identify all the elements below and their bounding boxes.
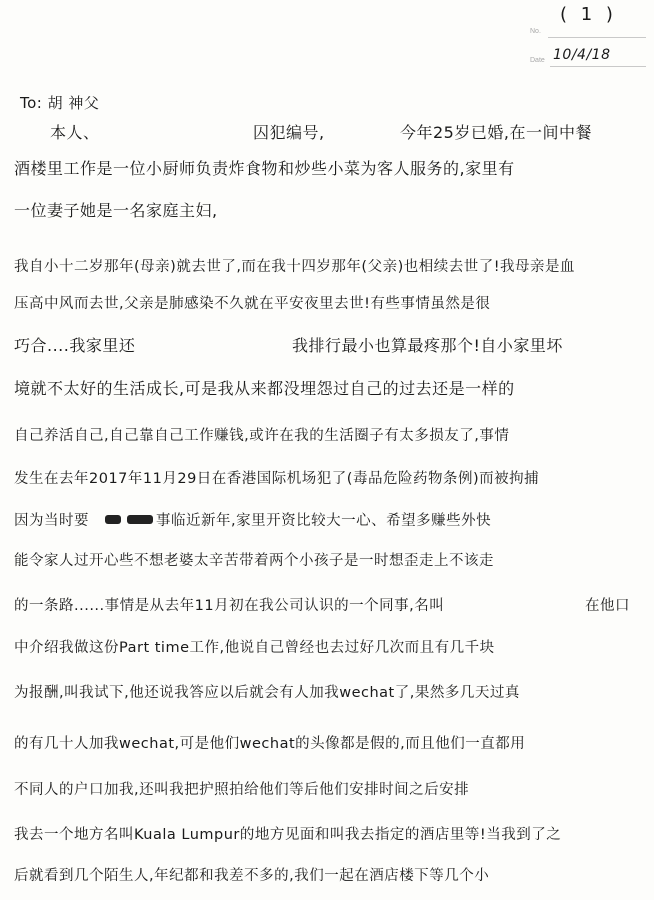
letter-date: 10/4/18 (553, 47, 611, 63)
line-segment: 不同人的户口加我,还叫我把护照拍给他们等后他们安排时间之后安排 (14, 782, 470, 798)
line-segment: 今年25岁已婚,在一间中餐 (400, 123, 592, 142)
no-label: No. (530, 28, 541, 35)
line-segment: 为报酬,叫我试下,他还说我答应以后就会有人加我wechat了,果然多几天过真 (14, 685, 520, 701)
line-segment: 巧合....我家里还 (14, 336, 136, 355)
date-rule (550, 66, 646, 67)
letter-line (0, 681, 654, 711)
letter-line (0, 292, 654, 322)
crossed-out-mark (105, 515, 121, 524)
letter-line (0, 636, 654, 666)
date-label: Date (530, 57, 545, 64)
letter-line (0, 778, 654, 808)
letter-line (0, 424, 654, 454)
letter-line (0, 255, 654, 285)
line-segment: 一位妻子她是一名家庭主妇, (14, 201, 218, 220)
salutation: To: 胡 神父 (20, 94, 100, 112)
line-segment: 自己养活自己,自己靠自己工作赚钱,或许在我的生活圈子有太多损友了,事情 (14, 428, 510, 444)
line-segment: 在他口 (585, 598, 630, 614)
letter-line (0, 823, 654, 853)
line-segment: 我自小十二岁那年(母亲)就去世了,而在我十四岁那年(父亲)也相续去世了!我母亲是血 (14, 259, 576, 275)
letter-line (0, 156, 654, 186)
line-segment: 的一条路......事情是从去年11月初在我公司认识的一个同事,名叫 (14, 598, 445, 614)
line-segment: 境就不太好的生活成长,可是我从来都没埋怨过自己的过去还是一样的 (14, 379, 515, 398)
line-segment: 的有几十人加我wechat,可是他们wechat的头像都是假的,而且他们一直都用 (14, 736, 526, 752)
line-segment: 酒楼里工作是一位小厨师负责炸食物和炒些小菜为客人服务的,家里有 (14, 159, 515, 178)
letter-line (0, 198, 654, 228)
no-rule (548, 37, 646, 38)
letter-line (0, 467, 654, 497)
line-segment: 因为当时要 (14, 513, 89, 529)
line-segment: 能令家人过开心些不想老婆太辛苦带着两个小孩子是一时想歪走上不该走 (14, 553, 494, 569)
line-segment: 囚犯编号, (253, 123, 325, 142)
letter-line (0, 864, 654, 894)
line-segment: 我去一个地方名叫Kuala Lumpur的地方见面和叫我去指定的酒店里等!当我到了之 (14, 827, 562, 843)
letter-line (0, 549, 654, 579)
letter-line (0, 376, 654, 406)
letter-line (0, 732, 654, 762)
page-number: ( 1 ) (560, 4, 617, 25)
line-segment: 本人、 (50, 123, 100, 142)
line-segment: 我排行最小也算最疼那个!自小家里坏 (292, 336, 563, 355)
letter-line (0, 333, 654, 363)
letter-line (0, 120, 654, 150)
letter-line (0, 594, 654, 624)
line-segment: 发生在去年2017年11月29日在香港国际机场犯了(毒品危险药物条例)而被拘捕 (14, 471, 540, 487)
line-segment: 中介绍我做这份Part time工作,他说自己曾经也去过好几次而且有几千块 (14, 640, 495, 656)
line-segment: 后就看到几个陌生人,年纪都和我差不多的,我们一起在酒店楼下等几个小 (14, 868, 490, 884)
crossed-out-mark (127, 515, 153, 524)
letter-line (0, 509, 654, 539)
line-segment: 压高中风而去世,父亲是肺感染不久就在平安夜里去世!有些事情虽然是很 (14, 296, 491, 312)
line-segment: 事临近新年,家里开资比较大一心、希望多赚些外快 (156, 513, 492, 529)
